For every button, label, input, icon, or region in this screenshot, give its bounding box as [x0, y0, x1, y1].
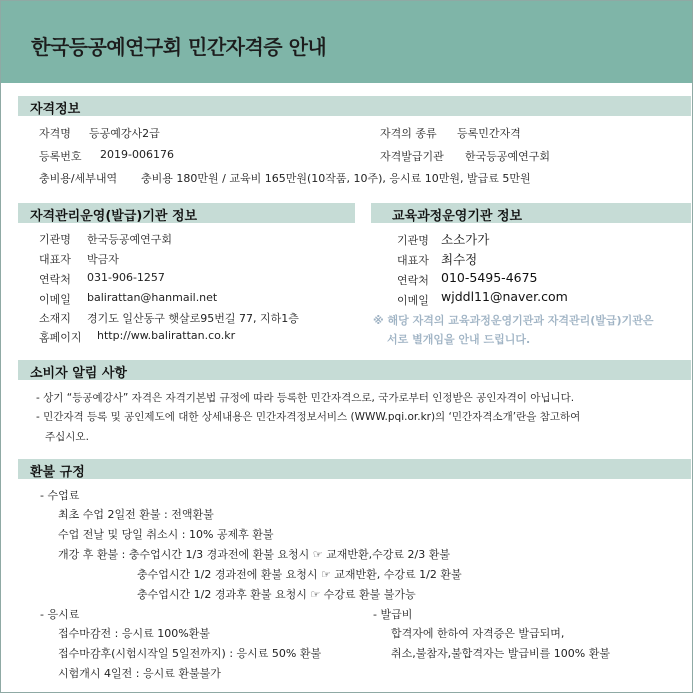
section-title-edu-org: 교육과정운영기관 정보: [392, 209, 523, 224]
refund-exam-heading: - 응시료: [40, 608, 80, 621]
refund-tuition-4: 충수업시간 1/2 경과전에 환불 요청시 ☞ 교재반환, 수강료 1/2 환불: [137, 568, 462, 581]
refund-tuition-2: 수업 전날 및 당일 취소시 : 10% 공제후 환불: [58, 528, 274, 541]
refund-tuition-1: 최초 수업 2일전 환불 : 전액환불: [58, 508, 214, 521]
edu-note-line1: ※ 해당 자격의 교육과정운영기관과 자격관리(발급)기관은: [373, 314, 654, 327]
edu-tel-label: 연락처: [397, 274, 429, 287]
section-bar-qualification: [18, 96, 691, 116]
manage-web-label: 홈페이지: [39, 331, 82, 344]
section-title-consumer: 소비자 알림 사항: [30, 366, 127, 381]
edu-email-label: 이메일: [397, 294, 429, 307]
qual-fee-label: 충비용/세부내역: [39, 172, 118, 185]
refund-tuition-heading: - 수업료: [40, 489, 80, 502]
edu-tel-value: 010-5495-4675: [441, 270, 538, 285]
section-title-qualification: 자격정보: [30, 102, 81, 117]
edu-rep-value: 최수정: [441, 252, 478, 267]
consumer-notice-2-cont: 주십시오.: [45, 431, 89, 443]
manage-rep-value: 박금자: [87, 253, 119, 266]
qual-name-value: 등공예강사2급: [89, 127, 160, 140]
section-title-manage-org: 자격관리운영(발급)기관 정보: [30, 209, 198, 224]
manage-tel-label: 연락처: [39, 273, 71, 286]
manage-email-label: 이메일: [39, 293, 71, 306]
qual-type-value: 등록민간자격: [457, 127, 521, 140]
manage-rep-label: 대표자: [39, 253, 71, 266]
section-title-refund: 환불 규정: [30, 465, 85, 480]
qual-issuer-value: 한국등공예연구회: [465, 150, 551, 163]
refund-issue-1: 합격자에 한하여 자격증은 발급되며,: [391, 627, 565, 640]
refund-tuition-3: 개강 후 환불 : 충수업시간 1/3 경과전에 환불 요청시 ☞ 교재반환,수강료 2/3 환불: [58, 548, 450, 561]
section-bar-refund: [18, 459, 691, 479]
manage-tel-value: 031-906-1257: [87, 271, 165, 284]
qual-type-label: 자격의 종류: [380, 127, 437, 140]
edu-note-line2: 서로 별개임을 안내 드립니다.: [387, 333, 531, 346]
consumer-notice-2: - 민간자격 등록 및 공인제도에 대한 상세내용은 민간자격정보서비스 (WWW.pqi.or.kr)의 ‘민간자격소개’란을 참고하여: [36, 411, 581, 423]
refund-tuition-5: 충수업시간 1/2 경과후 환불 요청시 ☞ 수강료 환불 불가능: [137, 588, 416, 601]
qual-reg-label: 등록번호: [39, 150, 82, 163]
manage-email-value: balirattan@hanmail.net: [87, 291, 218, 304]
edu-org-label: 기관명: [397, 234, 429, 247]
consumer-notice-1: - 상기 “등공예강사” 자격은 자격기본법 규정에 따라 등록한 민간자격으로, 국가로부터 인정받은 공인자격이 아닙니다.: [36, 392, 575, 404]
qual-name-label: 자격명: [39, 127, 71, 140]
qual-reg-value: 2019-006176: [100, 148, 174, 161]
manage-addr-label: 소재지: [39, 312, 71, 325]
refund-issue-heading: - 발급비: [373, 608, 413, 621]
refund-issue-2: 취소,불참자,불합격자는 발급비를 100% 환불: [391, 647, 610, 660]
manage-org-value: 한국등공예연구회: [87, 233, 173, 246]
refund-exam-3: 시험개시 4일전 : 응시료 환불불가: [58, 667, 221, 680]
refund-exam-1: 접수마감전 : 응시료 100%환불: [58, 627, 210, 640]
qual-fee-value: 충비용 180만원 / 교육비 165만원(10작품, 10주), 응시료 10만원, 발급료 5만원: [141, 172, 531, 185]
page-header: [1, 1, 692, 83]
refund-exam-2: 접수마감후(시험시작일 5일전까지) : 응시료 50% 환불: [58, 647, 322, 660]
manage-web-link[interactable]: http://ww.balirattan.co.kr: [97, 329, 236, 342]
edu-email-value: wjddl11@naver.com: [441, 289, 568, 304]
edu-org-value: 소소가가: [441, 232, 490, 247]
manage-org-label: 기관명: [39, 233, 71, 246]
page-title: 한국등공예연구회 민간자격증 안내: [31, 35, 327, 59]
manage-addr-value: 경기도 일산동구 햇살로95번길 77, 지하1층: [87, 312, 299, 325]
qual-issuer-label: 자격발급기관: [380, 150, 444, 163]
edu-rep-label: 대표자: [397, 254, 429, 267]
